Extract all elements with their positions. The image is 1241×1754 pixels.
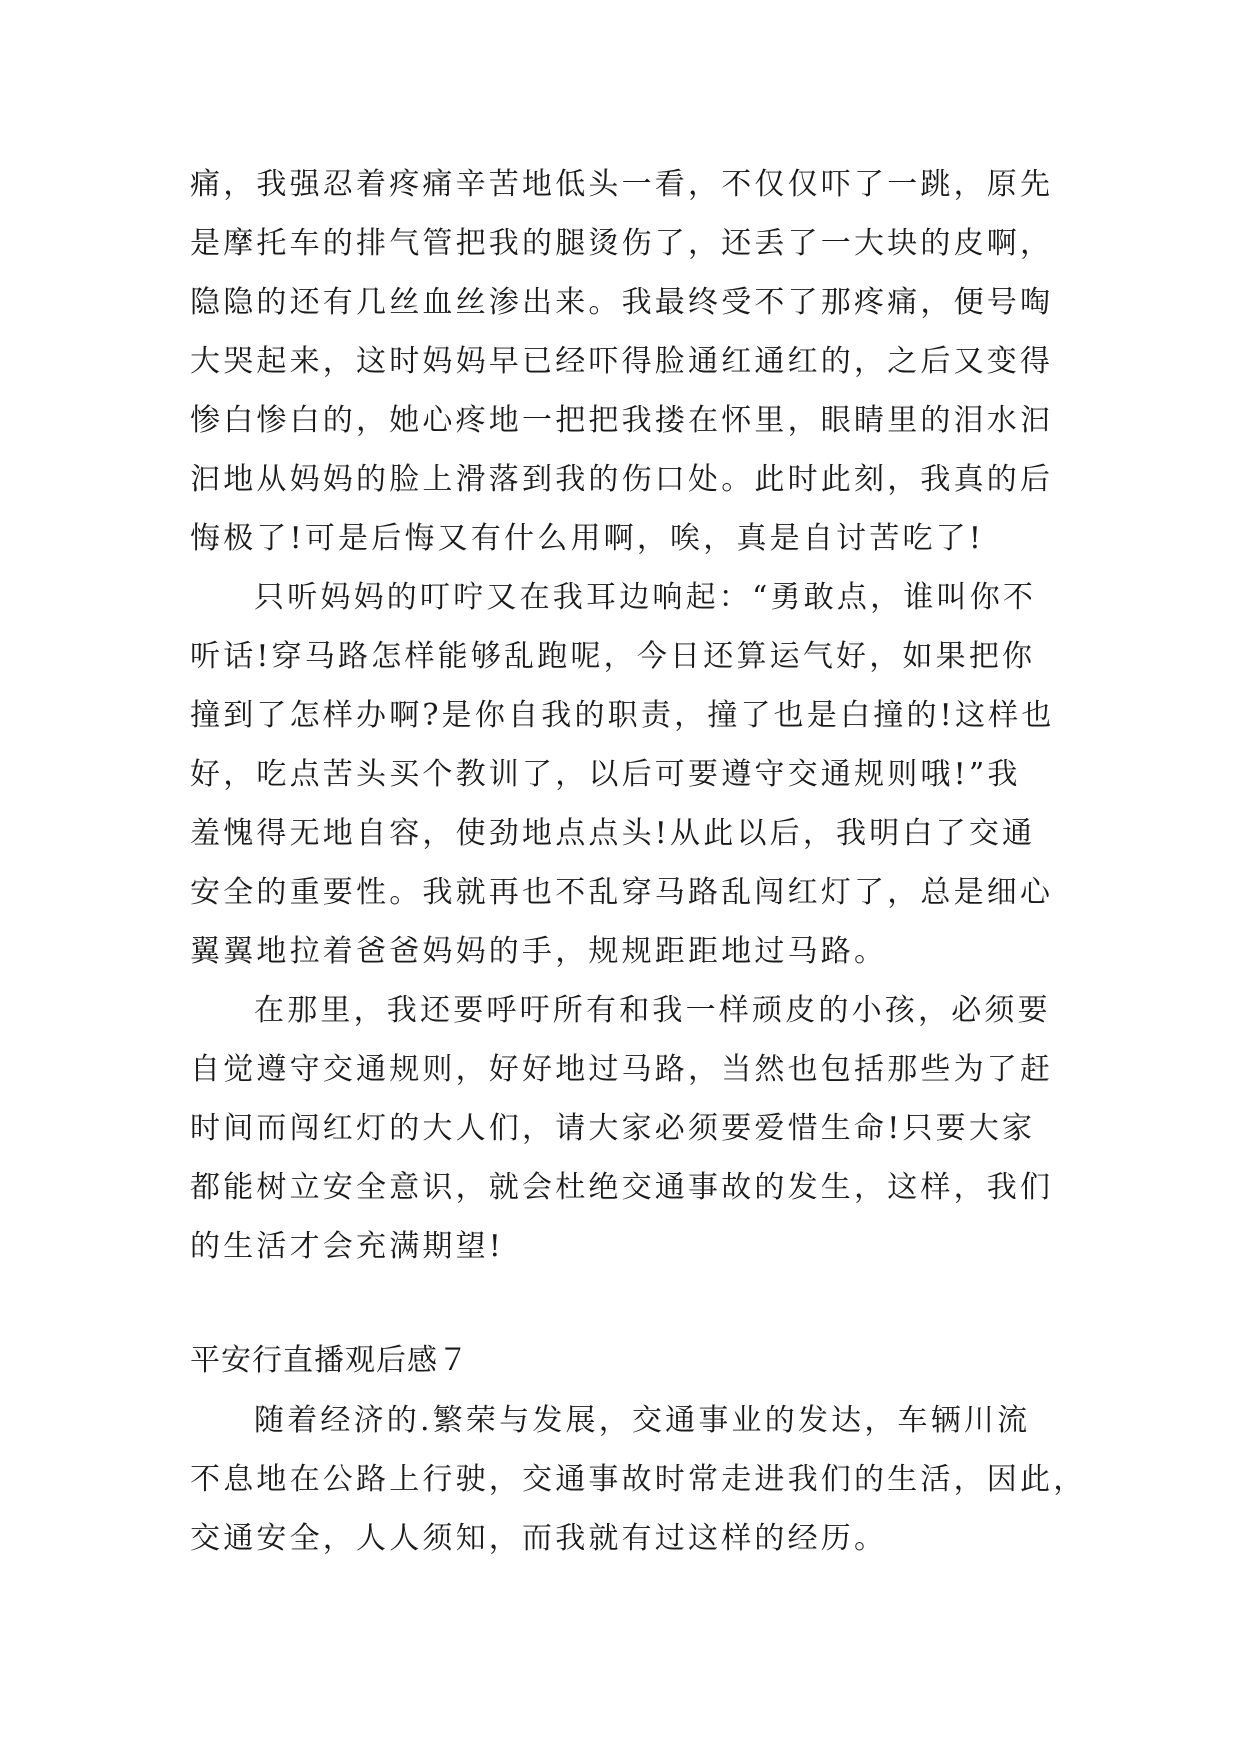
paragraph-1 xyxy=(190,155,1054,568)
paragraph-3 xyxy=(190,981,1054,1276)
text-line: 只听妈妈的叮咛又在我耳边响起：“勇敢点，谁叫你不 xyxy=(254,580,1037,615)
text-line: 听话!穿马路怎样能够乱跑呢，今日还算运气好，如果把你 xyxy=(190,639,1036,674)
text-line: 是摩托车的排气管把我的腿烫伤了，还丢了一大块的皮啊， xyxy=(190,226,1054,261)
text-line: 的生活才会充满期望! xyxy=(190,1229,505,1264)
text-line: 交通安全，人人须知，而我就有过这样的经历。 xyxy=(190,1521,888,1556)
text-line: 痛，我强忍着疼痛辛苦地低头一看，不仅仅吓了一跳，原先 xyxy=(190,167,1054,202)
text-line: 翼翼地拉着爸爸妈妈的手，规规距距地过马路。 xyxy=(190,934,888,969)
section-heading: 平安行直播观后感７ xyxy=(190,1343,469,1378)
text-line: 好，吃点苦头买个教训了，以后可要遵守交通规则哦!”我 xyxy=(190,757,1021,792)
text-line: 都能树立安全意识，就会杜绝交通事故的发生，这样，我们 xyxy=(190,1170,1054,1205)
text-line: 汩地从妈妈的脸上滑落到我的伤口处。此时此刻，我真的后 xyxy=(190,462,1054,497)
document-body xyxy=(190,155,1087,1568)
paragraph-2 xyxy=(190,568,1055,981)
text-line: 不息地在公路上行驶，交通事故时常走进我们的生活，因此， xyxy=(190,1462,1087,1497)
paragraph-4 xyxy=(190,1391,1087,1568)
text-line: 大哭起来，这时妈妈早已经吓得脸通红通红的，之后又变得 xyxy=(190,344,1054,379)
text-line: 安全的重要性。我就再也不乱穿马路乱闯红灯了，总是细心 xyxy=(190,875,1054,910)
text-line: 惨白惨白的，她心疼地一把把我搂在怀里，眼睛里的泪水汩 xyxy=(190,403,1054,438)
text-line: 撞到了怎样办啊?是你自我的职责，撞了也是白撞的!这样也 xyxy=(190,698,1055,733)
text-line: 时间而闯红灯的大人们，请大家必须要爱惜生命!只要大家 xyxy=(190,1111,1036,1146)
section-spacer xyxy=(190,1276,1050,1330)
text-line: 随着经济的.繁荣与发展，交通事业的发达，车辆川流 xyxy=(254,1403,1031,1438)
text-line: 悔极了!可是后悔又有什么用啊，唉，真是自讨苦吃了! xyxy=(190,521,985,556)
text-line: 自觉遵守交通规则，好好地过马路，当然也包括那些为了赶 xyxy=(190,1052,1054,1087)
text-line: 羞愧得无地自容，使劲地点点头!从此以后，我明白了交通 xyxy=(190,816,1036,851)
text-line: 在那里，我还要呼吁所有和我一样顽皮的小孩，必须要 xyxy=(254,993,1051,1028)
text-line: 隐隐的还有几丝血丝渗出来。我最终受不了那疼痛，便号啕 xyxy=(190,285,1054,320)
